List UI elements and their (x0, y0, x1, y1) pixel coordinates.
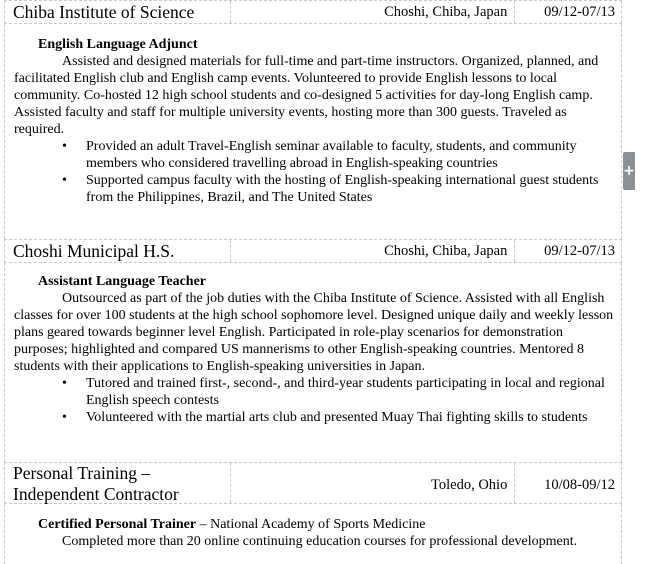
job-title-detail: – National Academy of Sports Medicine (196, 517, 426, 532)
list-item: • Supported campus faculty with the hosting of English-speaking international guest students from the Philippines, Brazil, and The United States (14, 172, 616, 206)
organization-name[interactable]: Chiba Institute of Science (5, 1, 231, 23)
entry-body[interactable] (4, 24, 622, 239)
job-description: Completed more than 20 online continuing education courses for professional development. (62, 534, 578, 549)
bullet-list (14, 138, 621, 206)
list-item: • Provided an adult Travel-English seminar available to faculty, students, and community members who considered travelling abroad in English-speaking countries (14, 138, 616, 172)
job-title: Assistant Language Teacher (38, 274, 207, 289)
entry-header (4, 462, 622, 504)
organization-name-line: Personal Training – (13, 463, 151, 483)
entry-header (4, 0, 622, 24)
list-item: • Volunteered with the martial arts club and presented Muay Thai fighting skills to students (14, 409, 646, 426)
bullet-list (14, 375, 621, 426)
resume-document (4, 0, 622, 564)
location[interactable]: Toledo, Ohio (231, 463, 515, 503)
entry-header (4, 239, 622, 263)
date-range[interactable]: 10/08-09/12 (544, 477, 615, 493)
organization-name-line: Independent Contractor (13, 484, 179, 504)
location[interactable]: Choshi, Chiba, Japan (231, 1, 515, 23)
entry-body[interactable] (4, 263, 622, 462)
add-icon[interactable]: + (623, 152, 635, 190)
date-range[interactable]: 09/12-07/13 (544, 243, 615, 259)
entry-body[interactable] (4, 504, 622, 564)
list-item: • Tutored and trained first-, second-, and third-year students participating in local and regional English speech contests (14, 375, 616, 409)
job-title: Certified Personal Trainer – National Academy of Sports Medicine (38, 517, 426, 532)
job-title: English Language Adjunct (38, 37, 198, 52)
job-description: Assisted and designed materials for full-time and part-time instructors. Organized, planned, and facilitated English club and English camp events. Volunteered to provide English lessons to local community. Co-hosted 12 high school students and co-designed 5 activities for day-long English camp. Assisted faculty and staff for multiple university events, hosting more than 300 guests. Traveled as required. (14, 54, 599, 137)
location[interactable]: Choshi, Chiba, Japan (231, 240, 515, 262)
organization-name[interactable]: Choshi Municipal H.S. (5, 240, 231, 262)
job-description: Outsourced as part of the job duties with the Chiba Institute of Science. Assisted with all English classes for over 100 students at the high school sophomore level. Designed unique daily and weekly lesson plans geared towards beginner level English. Participated in role-play scenarios for demonstration purposes; highlighted and compared US mannerisms to other English-speaking countries. Mentored 8 students with their applications to English-speaking universities in Japan. (14, 291, 614, 374)
organization-name[interactable] (5, 463, 231, 503)
date-range[interactable]: 09/12-07/13 (544, 4, 615, 20)
